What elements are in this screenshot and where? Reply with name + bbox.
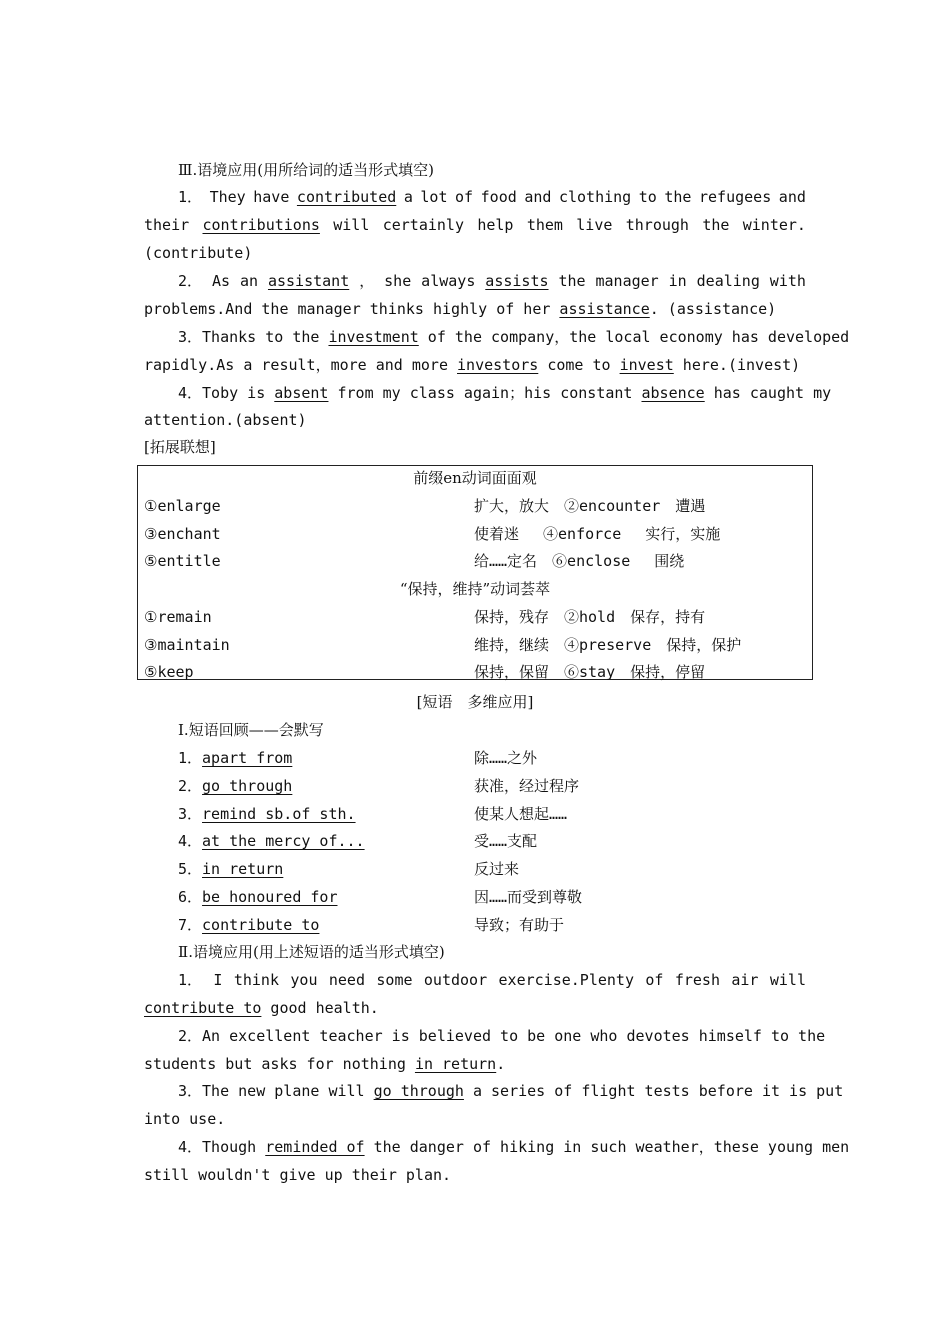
phrase-meaning: 受……支配 <box>474 832 538 850</box>
q2-line-1: 2． As an assistant ， she always assists the manager in dealing with <box>178 272 806 290</box>
section3-heading: Ⅲ.语境应用(用所给词的适当形式填空) <box>178 161 434 179</box>
extension-label: [拓展联想] <box>144 438 216 456</box>
table-row-right: 保持，残存 ②hold 保存，持有 <box>474 608 706 626</box>
table-row-left: ⑤keep <box>144 663 194 681</box>
phrase-item: 4．at the mercy of... <box>178 832 365 850</box>
table-title-keep-verbs: “保持，维持”动词荟萃 <box>399 580 551 598</box>
q4-blank-2: absence <box>641 384 705 402</box>
q1-line-3: (contribute) <box>144 244 253 262</box>
table-row-left: ①enlarge <box>144 497 221 515</box>
phrase-item: 6．be honoured for <box>178 888 338 906</box>
phrase-meaning: 获准，经过程序 <box>474 777 580 795</box>
e1-line-1: 1． I think you need some outdoor exercise.Plenty of fresh air will <box>178 971 806 989</box>
e4-blank: reminded of <box>265 1138 365 1156</box>
table-row-left: ③maintain <box>144 636 230 654</box>
phrase-meaning: 因……而受到尊敬 <box>474 888 583 906</box>
table-row-left: ③enchant <box>144 525 221 543</box>
e2-line-2: students but asks for nothing in return. <box>144 1055 506 1073</box>
table-row-right: 使着迷 ④enforce 实行，实施 <box>474 525 721 543</box>
e3-line-1: 3．The new plane will go through a series of flight tests before it is put <box>178 1082 844 1100</box>
e3-blank: go through <box>373 1082 464 1100</box>
q3-blank-2: investors <box>457 356 539 374</box>
table-row-right: 扩大，放大 ②encounter 遭遇 <box>474 497 706 515</box>
phrase-meaning: 导致；有助于 <box>474 916 565 934</box>
phrases-heading-2: Ⅱ.语境应用(用上述短语的适当形式填空) <box>178 943 445 961</box>
table-row-right: 维持，继续 ④preserve 保持，保护 <box>474 636 742 654</box>
e1-line-2: contribute to good health. <box>144 999 379 1017</box>
phrase-item: 7．contribute to <box>178 916 320 934</box>
phrases-header: [短语 多维应用] <box>416 693 534 711</box>
q4-line-1: 4．Toby is absent from my class again；his constant absence has caught my <box>178 384 832 402</box>
table-title-en-verbs: 前缀en动词面面观 <box>413 469 537 487</box>
q1-blank-2: contributions <box>202 216 320 234</box>
q2-blank-2: assists <box>485 272 549 290</box>
e3-line-2: into use. <box>144 1110 226 1128</box>
phrase-item: 5．in return <box>178 860 284 878</box>
q3-line-2: rapidly.As a result，more and more investors come to invest here.(invest) <box>144 356 801 374</box>
e2-line-1: 2．An excellent teacher is believed to be one who devotes himself to the <box>178 1027 826 1045</box>
q1-blank-1: contributed <box>296 188 397 206</box>
q1-line-2: their contributions will certainly help them live through the winter. <box>144 216 806 234</box>
q4-blank-1: absent <box>274 384 329 402</box>
table-row-left: ①remain <box>144 608 212 626</box>
e2-blank: in return <box>414 1055 497 1073</box>
q3-line-1: 3．Thanks to the investment of the company，the local economy has developed <box>178 328 850 346</box>
phrase-item: 2．go through <box>178 777 293 795</box>
phrase-meaning: 使某人想起…… <box>474 805 568 823</box>
q1-line-1: 1． They have contributed a lot of food and clothing to the refugees and <box>178 188 806 206</box>
phrase-item: 1．apart from <box>178 749 293 767</box>
phrase-meaning: 除……之外 <box>474 749 538 767</box>
q3-blank-3: invest <box>619 356 674 374</box>
table-row-right: 给……定名 ⑥enclose 围绕 <box>474 552 685 570</box>
q4-line-2: attention.(absent) <box>144 411 307 429</box>
q3-blank-1: investment <box>328 328 419 346</box>
table-row-right: 保持，保留 ⑥stay 保持，停留 <box>474 663 706 681</box>
q2-blank-1: assistant <box>267 272 350 290</box>
q2-blank-3: assistance <box>559 300 650 318</box>
e4-line-1: 4．Though reminded of the danger of hiking in such weather，these young men <box>178 1138 850 1156</box>
phrase-meaning: 反过来 <box>474 860 520 878</box>
e1-blank: contribute to <box>144 999 262 1017</box>
e4-line-2: still wouldn't give up their plan. <box>144 1166 452 1184</box>
q2-line-2: problems.And the manager thinks highly of her assistance. (assistance) <box>144 300 777 318</box>
phrase-item: 3．remind sb.of sth. <box>178 805 356 823</box>
phrases-heading-1: Ⅰ.短语回顾——会默写 <box>178 721 324 739</box>
table-row-left: ⑤entitle <box>144 552 221 570</box>
